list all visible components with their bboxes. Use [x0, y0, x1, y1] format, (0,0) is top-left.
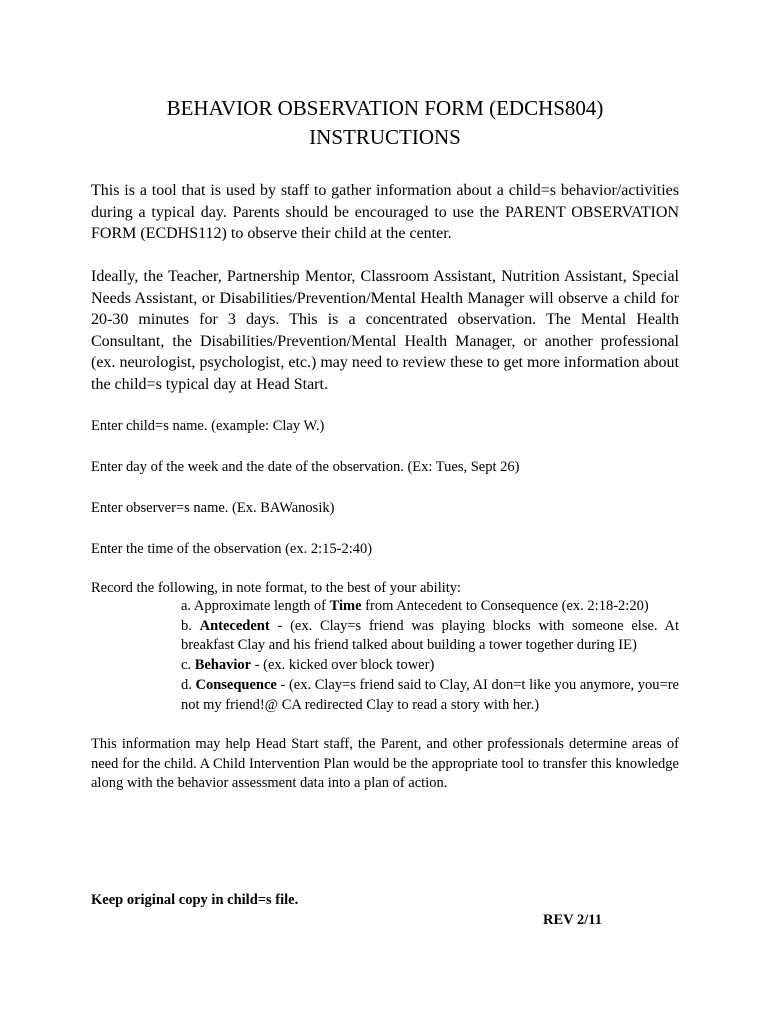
closing-paragraph: This information may help Head Start staff, the Parent, and other professionals determine areas of need for the child. A Child Intervention Plan would be the appropriate tool to transfer this knowledge along with the behavior assessment data into a plan of action. [91, 736, 679, 792]
intro-paragraph: This is a tool that is used by staff to gather information about a child=s behavior/activities during a typical day. Parents should be encouraged to use the PARENT OBSERVATION FORM (ECDHS112) to observe their child at the center. [91, 182, 679, 242]
step-observer-name: Enter observer=s name. (Ex. BAWanosik) [91, 500, 335, 516]
record-item-antecedent: b. Antecedent - (ex. Clay=s friend was playing blocks with someone else. At breakfast Clay and his friend talked about building a tower together during IE) [181, 617, 679, 654]
form-title: BEHAVIOR OBSERVATION FORM (EDCHS804) [166, 96, 604, 120]
keep-copy-note: Keep original copy in child=s file. [91, 892, 299, 908]
record-item-consequence: d. Consequence - (ex. Clay=s friend said to Clay, AI don=t like you anymore, you=re not my friend!@ CA redirected Clay to read a story with her.) [181, 676, 679, 713]
step-time: Enter the time of the observation (ex. 2:15-2:40) [91, 541, 373, 557]
record-item-behavior: c. Behavior - (ex. kicked over block tower) [181, 657, 435, 674]
step-day-date: Enter day of the week and the date of the observation. (Ex: Tues, Sept 26) [91, 459, 520, 475]
observers-paragraph: Ideally, the Teacher, Partnership Mentor, Classroom Assistant, Nutrition Assistant, Special Needs Assistant, or Disabilities/Prevention/Mental Health Manager will observe a child for 20-30 minutes for 3 days. This is a concentrated observation. The Mental Health Consultant, the Disabilities/Prevention/Mental Health Manager, or another professional (ex. neurologist, psychologist, etc.) may need to review these to get more information about the child=s typical day at Head Start. [91, 268, 679, 393]
record-items-list [181, 597, 679, 715]
form-subtitle: INSTRUCTIONS [309, 125, 461, 149]
step-record-intro: Record the following, in note format, to the best of your ability: [91, 580, 462, 596]
record-item-time: a. Approximate length of Time from Antecedent to Consequence (ex. 2:18-2:20) [181, 598, 649, 614]
revision-label: REV 2/11 [543, 912, 602, 928]
step-child-name: Enter child=s name. (example: Clay W.) [91, 418, 325, 434]
